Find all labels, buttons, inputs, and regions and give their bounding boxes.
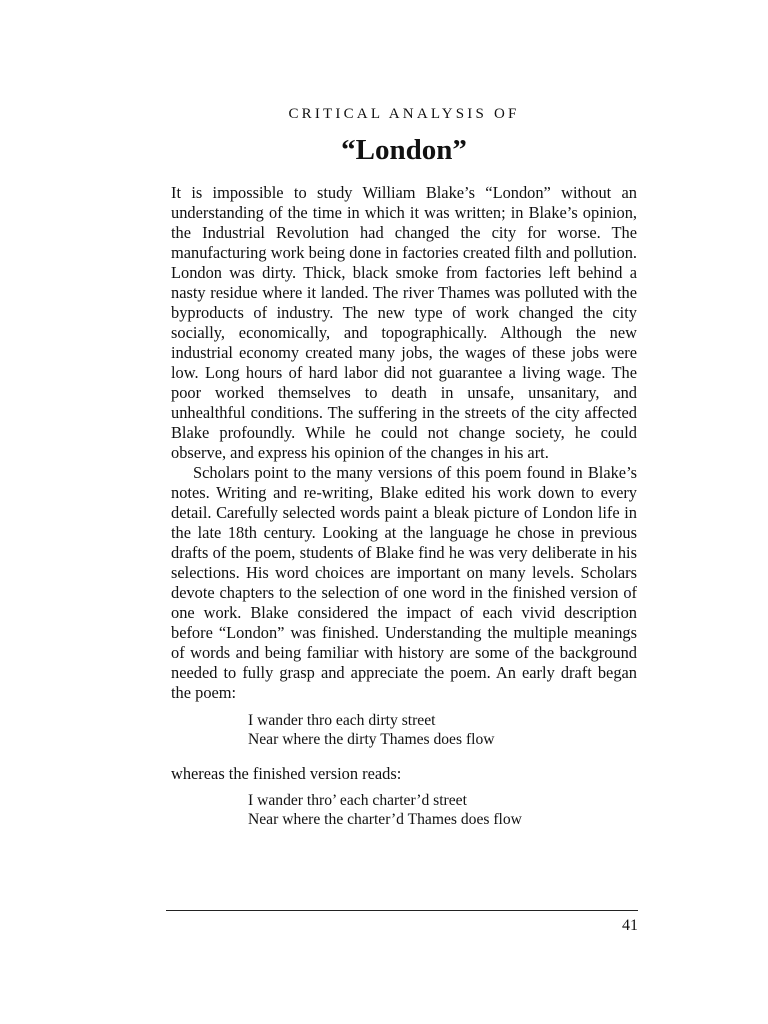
paragraph-2: Scholars point to the many versions of this poem found in Blake’s notes. Writing and re-writing, Blake edited his work down to every detail. Carefully selected words paint a bleak picture of London life in the late 18th century. Looking at the language he chose in previous drafts of the poem, students of Blake find he was very deliberate in his selections. His word choices are important on many levels. Scholars devote chapters to the selection of one word in the finished version of one work. Blake considered the impact of each vivid description before “London” was finished. Understanding the multiple meanings of words and being familiar with history are some of the background needed to fully grasp and appreciate the poem. An early draft began the poem: (171, 463, 637, 702)
section-kicker: CRITICAL ANALYSIS OF (288, 106, 520, 122)
page-number: 41 (622, 917, 638, 934)
footer-rule (166, 910, 638, 911)
quote-line: I wander thro’ each charter’d street (248, 792, 467, 809)
quote-line: I wander thro each dirty street (248, 712, 436, 729)
page-title: “London” (341, 134, 467, 166)
body-text (171, 183, 637, 829)
finished-version-quote (248, 792, 637, 829)
transition-text: whereas the finished version reads: (171, 764, 402, 783)
quote-line: Near where the dirty Thames does flow (248, 730, 495, 748)
early-draft-quote (248, 712, 637, 749)
quote-line: Near where the charter’d Thames does flow (248, 810, 522, 828)
paragraph-1: It is impossible to study William Blake’s “London” without an understanding of the time in which it was written; in Blake’s opinion, the Industrial Revolution had changed the city for worse. The manufacturing work being done in factories created filth and pollution. London was dirty. Thick, black smoke from factories left behind a nasty residue where it landed. The river Thames was polluted with the byproducts of industry. The new type of work changed the city socially, economically, and topographically. Although the new industrial economy created many jobs, the wages of these jobs were low. Long hours of hard labor did not guarantee a living wage. The poor worked themselves to death in unsafe, unsanitary, and unhealthful conditions. The suffering in the streets of the city affected Blake profoundly. While he could not change society, he could observe, and express his opinion of the changes in his art. (171, 183, 637, 462)
